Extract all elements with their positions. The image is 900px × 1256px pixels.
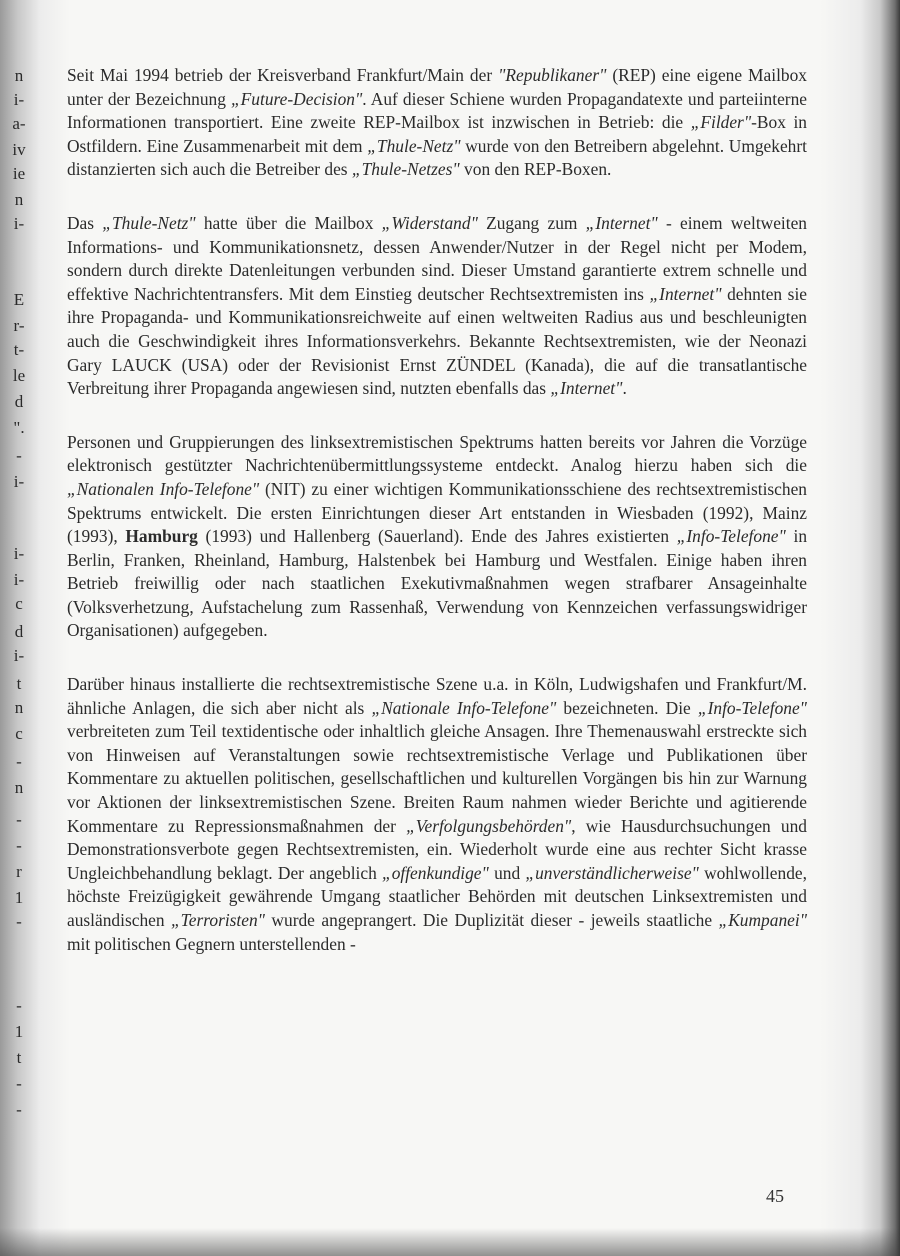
margin-fragment: -: [16, 996, 22, 1015]
text-segment: (NIT) zu einer wichtigen Kommunikationsschiene des rechtsextremistischen Spektrums entwickelt. Die ersten Einrichtungen dieser Art entstanden in Wiesbaden (1992), Mainz (1993),: [67, 478, 808, 547]
text-segment: „Thule-Netz": [367, 135, 461, 156]
paragraph-2: [67, 212, 807, 401]
margin-fragment: t-: [13, 340, 25, 359]
text-segment: von den REP-Boxen.: [459, 159, 612, 180]
text-segment: „Terroristen": [171, 910, 265, 930]
margin-fragment: i-: [13, 214, 25, 233]
text-segment: „Kumpanei": [718, 910, 807, 930]
text-segment: „Internet": [649, 283, 722, 304]
margin-fragment: -: [16, 1074, 22, 1093]
text-segment: „Info-Telefone": [676, 526, 786, 547]
margin-fragment: t: [16, 1048, 22, 1067]
text-segment: Personen und Gruppierungen des linksextremistischen Spektrums hatten bereits vor Jahren die Vorzüge elektronisch gestützter Nachrichtenübermittlungssysteme entdeckt. Analog hierzu haben sich die: [67, 431, 807, 476]
text-segment: dehnten sie ihre Propaganda- und Kommunikationsreichweite auf einen weltweiten Radius aus und beschleunigten auch die Geschwindigkeit ihres Informationsverkehrs. Bekannte Rechtsextremisten, wie der Neonazi Gary LAUCK (USA) oder der Revisionist Ernst ZÜNDEL (Kanada), die auf die transatlantische Verbreitung ihrer Propaganda angewiesen sind, nutzten ebenfalls das: [67, 283, 807, 399]
text-segment: -Box in Ostfildern. Eine Zusammenarbeit mit dem: [67, 112, 808, 156]
margin-fragment: -: [16, 1100, 22, 1119]
text-segment: wohlwollende, höchste Freizügigkeit gewährende Umgang staatlicher Behörden mit deutschen Linksextremisten und ausländischen: [67, 862, 807, 930]
text-segment: Darüber hinaus installierte die rechtsextremistische Szene u.a. in Köln, Ludwigshafen und Frankfurt/M. ähnliche Anlagen, die sich aber nicht als: [67, 674, 807, 718]
scan-shadow: [0, 1228, 900, 1256]
text-segment: Zugang zum: [477, 212, 586, 233]
margin-fragment: d: [14, 392, 24, 411]
margin-fragment: -: [16, 836, 22, 855]
margin-fragment: a-: [12, 114, 26, 133]
margin-fragment: E: [13, 290, 25, 309]
margin-fragment: ie: [12, 164, 26, 183]
text-segment: .: [622, 378, 627, 399]
text-segment: hatte über die Mailbox: [195, 212, 382, 233]
margin-fragment: i-: [13, 646, 25, 665]
paragraph-4: [67, 673, 807, 956]
text-segment: „Future-Decision": [231, 88, 363, 109]
text-segment: „unverständlicherweise": [525, 862, 699, 883]
margin-fragment: -: [16, 912, 22, 931]
margin-fragment: i-: [13, 570, 25, 589]
text-segment: wurde von den Betreibern abgelehnt. Umgekehrt distanzierten sich auch die Betreiber des: [67, 135, 807, 180]
margin-fragment: r-: [13, 316, 25, 335]
text-segment: wurde angeprangert. Die Duplizität dieser - jeweils staatliche: [264, 910, 719, 930]
margin-fragment: 1: [14, 888, 24, 907]
text-segment: . Auf dieser Schiene wurden Propagandatexte und parteiinterne Informationen transportiert. Eine zweite REP-Mailbox ist inzwischen in Betrieb: die: [67, 88, 807, 133]
text-segment: verbreiteten zum Teil textidentische oder inhaltlich gleiche Ansagen. Ihre Themenauswahl erstreckte sich von Hinweisen auf Veranstaltungen sowie rechtsextremistische Verlage und Publikationen über Kommentare zu aktuellen politischen, gesellschaftlichen und kulturellen Vorgängen bis hin zur Warnung vor Aktionen der linksextremistischen Szene. Breiten Raum nahmen wieder Berichte und agitierende Kommentare zu Repressionsmaßnahmen der: [67, 721, 807, 836]
margin-fragment: r: [16, 862, 22, 881]
paragraph-3: [67, 431, 807, 643]
margin-fragment: n: [14, 190, 24, 209]
text-segment: (1993) und Hallenberg (Sauerland). Ende des Jahres existierten: [197, 526, 677, 547]
text-segment: (REP) eine eigene Mailbox unter der Bezeichnung: [67, 65, 807, 109]
margin-fragment: i-: [13, 90, 25, 109]
text-segment: „Thule-Netzes": [351, 159, 460, 180]
paragraph-1: [67, 64, 807, 182]
text-segment: in Berlin, Franken, Rheinland, Hamburg, Halstenbek bei Hamburg und Westfalen. Einige haben ihren Betrieb freiwillig oder nach staatlichen Exekutivmaßnahmen wegen strafbarer Ansageinhalte (Volksverhetzung, Aufstachelung zum Rassenhaß, Verwendung von Kennzeichen verfassungswidriger Organisationen) aufgegeben.: [67, 526, 808, 641]
text-segment: „Internet": [585, 212, 658, 233]
margin-fragment: ".: [13, 418, 25, 437]
text-segment: „Info-Telefone": [697, 697, 807, 718]
margin-fragment: c: [15, 594, 23, 613]
margin-fragment: -: [16, 446, 22, 465]
text-segment: bezeichneten. Die: [556, 697, 698, 718]
margin-fragment: n: [14, 66, 24, 85]
text-segment: , wie Hausdurchsuchungen und Demonstrationsverbote gegen Rechtsextremisten, ein. Wiederholt wurde eine aus rechter Sicht krasse Ungleichbehandlung beklagt. Der angeblich: [67, 815, 807, 883]
margin-fragment: 1: [14, 1022, 24, 1041]
margin-fragment: -: [16, 752, 22, 771]
text-segment: Seit Mai 1994 betrieb der Kreisverband Frankfurt/Main der: [67, 65, 499, 85]
margin-fragment: d: [14, 622, 24, 641]
text-segment: „Nationalen Info-Telefone": [67, 478, 260, 499]
page-number: 45: [766, 1186, 784, 1206]
text-segment: „Filder": [690, 112, 752, 133]
text-segment: „Internet": [550, 378, 623, 399]
text-segment: und: [488, 862, 526, 883]
margin-fragment: i-: [13, 544, 25, 563]
margin-fragment: t: [16, 674, 22, 693]
text-segment: - einem weltweiten Informations- und Kommunikationsnetz, dessen Anwender/Nutzer in der Regel nicht per Modem, sondern durch direkte Datenleitungen verbunden sind. Dieser Umstand garantierte extrem schnelle und effektive Nachrichtentransfers. Mit dem Einstieg deutscher Rechtsextremisten ins: [67, 212, 808, 304]
margin-fragment: i-: [13, 472, 25, 491]
text-segment: „Verfolgungsbehörden": [406, 815, 572, 836]
left-margin-fragments: [0, 0, 40, 1256]
margin-fragment: le: [12, 366, 26, 385]
text-segment: „Thule-Netz": [102, 212, 196, 233]
text-segment: "Republikaner": [498, 65, 607, 85]
text-segment: mit politischen Gegnern unterstellenden -: [67, 933, 356, 954]
text-segment: Hamburg: [125, 526, 198, 547]
margin-fragment: iv: [12, 140, 26, 159]
margin-fragment: n: [14, 698, 24, 717]
body-text: [67, 64, 807, 986]
text-segment: Das: [67, 212, 103, 233]
text-segment: „offenkundige": [382, 862, 489, 883]
margin-fragment: -: [16, 810, 22, 829]
margin-fragment: c: [15, 724, 23, 743]
text-segment: „Widerstand": [381, 212, 478, 233]
margin-fragment: n: [14, 778, 24, 797]
text-segment: „Nationale Info-Telefone": [371, 697, 557, 718]
